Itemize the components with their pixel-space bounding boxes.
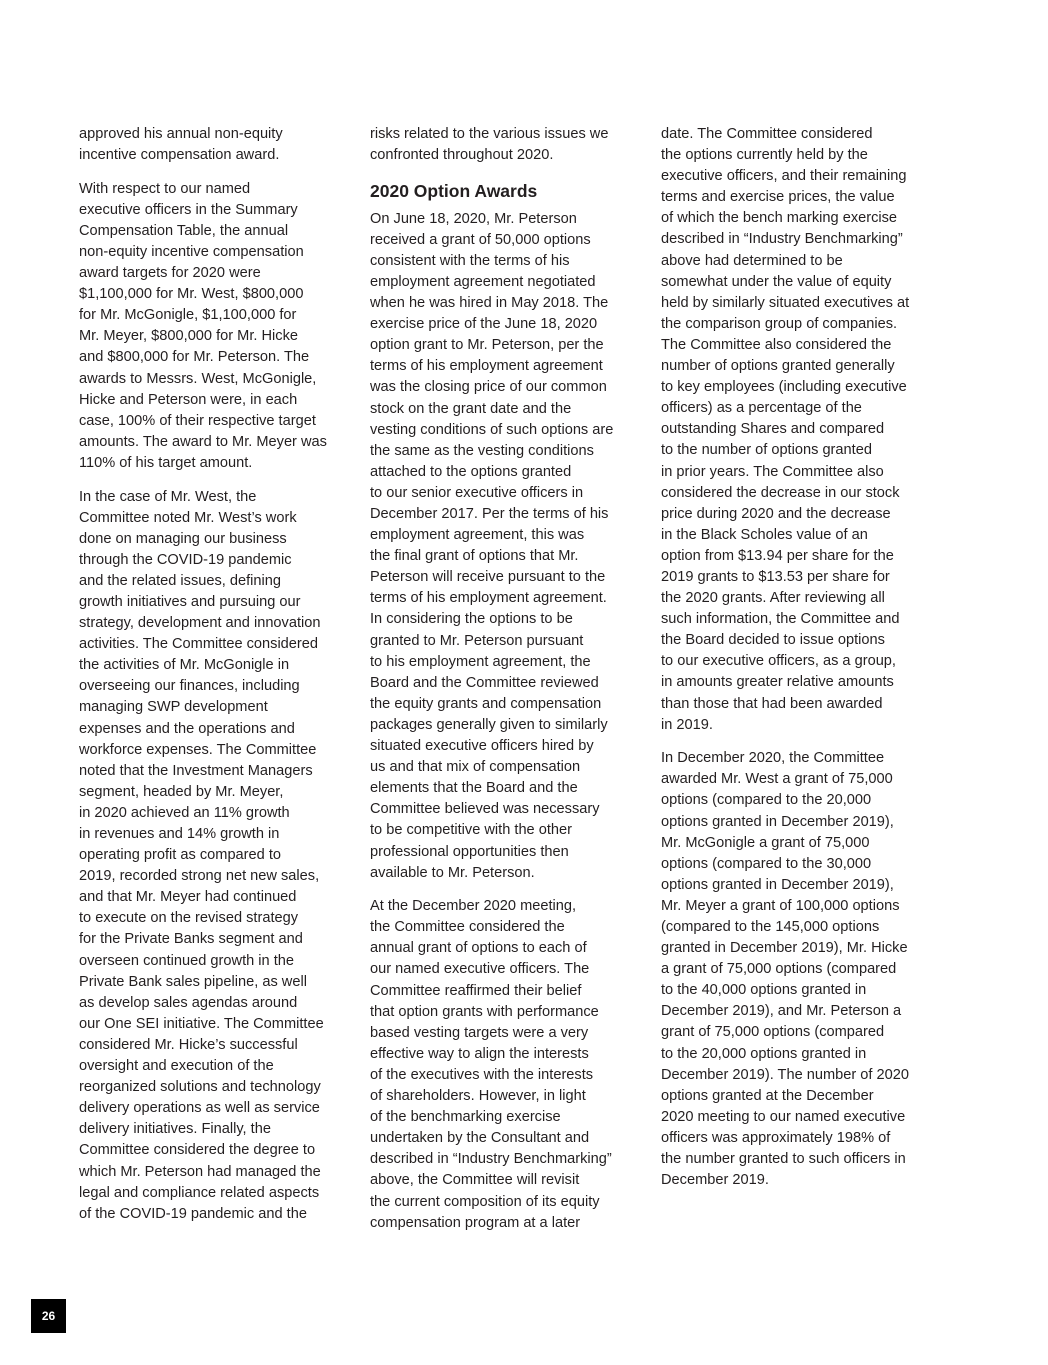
page-number: 26 bbox=[41, 1309, 56, 1323]
text-line: to the 20,000 options granted in bbox=[661, 1045, 867, 1062]
text-line: Committee reaffirmed their belief bbox=[370, 982, 582, 999]
text-line: case, 100% of their respective target bbox=[79, 412, 316, 429]
text-line: Mr. Meyer a grant of 100,000 options bbox=[661, 897, 900, 914]
text-line: reorganized solutions and technology bbox=[79, 1079, 321, 1096]
text-line: employment agreement, this was bbox=[370, 527, 585, 544]
text-line: of which the bench marking exercise bbox=[661, 210, 898, 227]
text-line: options granted at the December bbox=[661, 1087, 874, 1104]
page-number-badge bbox=[31, 1299, 66, 1333]
text-line: available to Mr. Peterson. bbox=[370, 864, 535, 881]
text-line: overseen continued growth in the bbox=[79, 952, 294, 969]
text-line: considered Mr. Hicke’s successful bbox=[79, 1036, 298, 1053]
text-line: strategy, development and innovation bbox=[79, 615, 321, 632]
text-line: considered the decrease in our stock bbox=[661, 484, 900, 501]
text-line: such information, the Committee and bbox=[661, 611, 900, 628]
text-line: December 2019), and Mr. Peterson a bbox=[661, 1003, 902, 1020]
text-line: in amounts greater relative amounts bbox=[661, 674, 894, 691]
text-line: Mr. McGonigle a grant of 75,000 bbox=[661, 834, 870, 851]
text-line: options granted in December 2019), bbox=[661, 876, 894, 893]
text-line: packages generally given to similarly bbox=[370, 716, 608, 733]
text-line: terms and exercise prices, the value bbox=[661, 189, 895, 206]
text-line: when he was hired in May 2018. The bbox=[370, 295, 609, 312]
text-line: as develop sales agendas around bbox=[79, 994, 298, 1011]
text-line: On June 18, 2020, Mr. Peterson bbox=[370, 210, 577, 227]
text-line: overseeing our finances, including bbox=[79, 678, 300, 695]
text-line: in 2020 achieved an 11% growth bbox=[79, 804, 290, 821]
text-line: and the related issues, defining bbox=[79, 572, 282, 589]
text-line: 2019, recorded strong net new sales, bbox=[79, 868, 320, 885]
text-line: for Mr. McGonigle, $1,100,000 for bbox=[79, 307, 297, 324]
text-line: to be competitive with the other bbox=[370, 822, 572, 839]
text-line: that option grants with performance bbox=[370, 1003, 599, 1020]
text-line: to key employees (including executive bbox=[661, 379, 907, 396]
text-line: of the executives with the interests bbox=[370, 1066, 594, 1083]
text-line: At the December 2020 meeting, bbox=[370, 898, 577, 915]
paragraph bbox=[370, 896, 650, 1234]
text-line: to the 40,000 options granted in bbox=[661, 982, 867, 999]
text-line: option grant to Mr. Peterson, per the bbox=[370, 337, 604, 354]
paragraph bbox=[661, 124, 941, 736]
text-line: legal and compliance related aspects bbox=[79, 1184, 320, 1201]
text-line: the current composition of its equity bbox=[370, 1193, 600, 1210]
text-line: above, the Committee will revisit bbox=[370, 1172, 580, 1189]
text-line: employment agreement negotiated bbox=[370, 273, 596, 290]
text-line: the 2020 grants. After reviewing all bbox=[661, 590, 885, 607]
text-line: workforce expenses. The Committee bbox=[79, 741, 317, 758]
text-line: price during 2020 and the decrease bbox=[661, 505, 891, 522]
text-line: effective way to align the interests bbox=[370, 1045, 589, 1062]
text-line: the options currently held by the bbox=[661, 147, 868, 164]
text-line: described in “Industry Benchmarking” bbox=[661, 231, 903, 248]
text-line: option from $13.94 per share for the bbox=[661, 547, 894, 564]
text-line: In the case of Mr. West, the bbox=[79, 488, 257, 505]
text-line: than those that had been awarded bbox=[661, 695, 883, 712]
text-line: Board and the Committee reviewed bbox=[370, 674, 599, 691]
text-line: award targets for 2020 were bbox=[79, 265, 261, 282]
text-line: confronted throughout 2020. bbox=[370, 147, 554, 164]
text-line: a grant of 75,000 options (compared bbox=[661, 961, 897, 978]
text-line: the Board decided to issue options bbox=[661, 632, 885, 649]
text-line: incentive compensation award. bbox=[79, 147, 280, 164]
text-line: growth initiatives and pursuing our bbox=[79, 593, 301, 610]
text-line: officers) as a percentage of the bbox=[661, 400, 862, 417]
text-line: of the COVID-19 pandemic and the bbox=[79, 1205, 307, 1222]
text-line: of the benchmarking exercise bbox=[370, 1109, 561, 1126]
text-line: officers was approximately 198% of bbox=[661, 1129, 891, 1146]
text-column-2 bbox=[370, 124, 650, 1246]
text-line: through the COVID-19 pandemic bbox=[79, 551, 292, 568]
text-line: our One SEI initiative. The Committee bbox=[79, 1015, 324, 1032]
text-line: 2020 Option Awards bbox=[370, 180, 538, 201]
text-line: segment, headed by Mr. Meyer, bbox=[79, 783, 284, 800]
text-line: undertaken by the Consultant and bbox=[370, 1130, 590, 1147]
text-line: awards to Messrs. West, McGonigle, bbox=[79, 370, 317, 387]
text-line: (compared to the 145,000 options bbox=[661, 918, 880, 935]
text-line: terms of his employment agreement bbox=[370, 358, 603, 375]
text-line: held by similarly situated executives at bbox=[661, 294, 910, 311]
text-line: professional opportunities then bbox=[370, 843, 569, 860]
text-line: in revenues and 14% growth in bbox=[79, 826, 280, 842]
text-line: of shareholders. However, in light bbox=[370, 1088, 586, 1105]
text-line: 2020 meeting to our named executive bbox=[661, 1108, 906, 1125]
text-line: the number granted to such officers in bbox=[661, 1151, 906, 1167]
text-line: to our executive officers, as a group, bbox=[661, 653, 896, 670]
text-line: 2019 grants to $13.53 per share for bbox=[661, 568, 890, 585]
text-line: risks related to the various issues we bbox=[370, 126, 609, 142]
text-line: exercise price of the June 18, 2020 bbox=[370, 316, 598, 333]
text-line: described in “Industry Benchmarking” bbox=[370, 1151, 612, 1168]
text-line: the comparison group of companies. bbox=[661, 315, 898, 332]
text-line: granted to Mr. Peterson pursuant bbox=[370, 632, 584, 649]
text-line: elements that the Board and the bbox=[370, 780, 578, 797]
text-line: December 2017. Per the terms of his bbox=[370, 506, 609, 522]
paragraph bbox=[370, 209, 650, 884]
text-line: executive officers in the Summary bbox=[79, 201, 298, 218]
text-line: to execute on the revised strategy bbox=[79, 910, 299, 927]
text-line: Peterson will receive pursuant to the bbox=[370, 569, 606, 586]
text-line: which Mr. Peterson had managed the bbox=[79, 1163, 321, 1180]
text-line: the same as the vesting conditions bbox=[370, 442, 594, 459]
text-line: situated executive officers hired by bbox=[370, 738, 594, 755]
text-line: consistent with the terms of his bbox=[370, 252, 570, 269]
paragraph bbox=[79, 179, 359, 474]
text-line: done on managing our business bbox=[79, 530, 287, 547]
section-heading bbox=[370, 179, 650, 203]
text-line: Committee considered the degree to bbox=[79, 1142, 316, 1159]
paragraph bbox=[79, 487, 359, 1225]
text-line: executive officers, and their remaining bbox=[661, 168, 907, 185]
text-line: granted in December 2019), Mr. Hicke bbox=[661, 940, 908, 957]
text-line: Committee noted Mr. West’s work bbox=[79, 509, 297, 526]
text-line: the activities of Mr. McGonigle in bbox=[79, 657, 290, 674]
text-line: managing SWP development bbox=[79, 699, 268, 716]
paragraph bbox=[79, 124, 359, 166]
text-line: was the closing price of our common bbox=[370, 379, 607, 396]
text-line: non-equity incentive compensation bbox=[79, 243, 304, 260]
text-line: to his employment agreement, the bbox=[370, 653, 591, 670]
text-line: us and that mix of compensation bbox=[370, 759, 581, 776]
text-line: and that Mr. Meyer had continued bbox=[79, 889, 297, 906]
text-line: Hicke and Peterson were, in each bbox=[79, 391, 298, 408]
text-line: activities. The Committee considered bbox=[79, 636, 319, 653]
text-line: our named executive officers. The bbox=[370, 961, 590, 978]
text-line: outstanding Shares and compared bbox=[661, 421, 885, 438]
text-line: approved his annual non-equity bbox=[79, 126, 283, 142]
text-line: terms of his employment agreement. bbox=[370, 590, 607, 607]
text-line: in 2019. bbox=[661, 716, 713, 733]
text-line: The Committee also considered the bbox=[661, 336, 892, 353]
text-line: With respect to our named bbox=[79, 180, 251, 197]
text-line: amounts. The award to Mr. Meyer was bbox=[79, 433, 327, 450]
text-line: awarded Mr. West a grant of 75,000 bbox=[661, 771, 893, 788]
text-line: oversight and execution of the bbox=[79, 1058, 274, 1075]
text-line: to the number of options granted bbox=[661, 442, 872, 459]
text-line: Committee believed was necessary bbox=[370, 801, 600, 818]
text-line: 110% of his target amount. bbox=[79, 454, 253, 471]
text-line: compensation program at a later bbox=[370, 1214, 581, 1231]
text-line: operating profit as compared to bbox=[79, 847, 281, 864]
text-line: options (compared to the 20,000 bbox=[661, 792, 872, 809]
text-line: received a grant of 50,000 options bbox=[370, 231, 591, 248]
text-line: options granted in December 2019), bbox=[661, 813, 894, 830]
text-line: Private Bank sales pipeline, as well bbox=[79, 973, 307, 990]
text-line: the final grant of options that Mr. bbox=[370, 548, 579, 565]
text-line: attached to the options granted bbox=[370, 463, 572, 480]
paragraph bbox=[370, 124, 650, 166]
text-line: and $800,000 for Mr. Peterson. The bbox=[79, 349, 310, 366]
text-line: Compensation Table, the annual bbox=[79, 222, 289, 239]
text-line: the equity grants and compensation bbox=[370, 695, 602, 712]
text-column-1 bbox=[79, 124, 359, 1237]
text-line: in the Black Scholes value of an bbox=[661, 526, 868, 543]
text-line: In December 2020, the Committee bbox=[661, 750, 885, 767]
text-line: in prior years. The Committee also bbox=[661, 463, 884, 480]
text-line: delivery operations as well as service bbox=[79, 1100, 320, 1117]
text-line: for the Private Banks segment and bbox=[79, 931, 303, 948]
text-line: above had determined to be bbox=[661, 252, 843, 269]
paragraph bbox=[661, 748, 941, 1191]
text-line: based vesting targets were a very bbox=[370, 1024, 589, 1041]
text-line: Mr. Meyer, $800,000 for Mr. Hicke bbox=[79, 328, 298, 345]
text-line: options (compared to the 30,000 bbox=[661, 855, 872, 872]
text-line: date. The Committee considered bbox=[661, 126, 873, 142]
text-line: annual grant of options to each of bbox=[370, 940, 587, 957]
text-line: somewhat under the value of equity bbox=[661, 273, 892, 290]
text-line: December 2019). The number of 2020 bbox=[661, 1066, 909, 1083]
text-line: expenses and the operations and bbox=[79, 720, 295, 737]
text-line: grant of 75,000 options (compared bbox=[661, 1024, 885, 1041]
text-line: In considering the options to be bbox=[370, 611, 573, 628]
text-line: $1,100,000 for Mr. West, $800,000 bbox=[79, 286, 304, 303]
text-line: number of options granted generally bbox=[661, 358, 895, 375]
text-line: to our senior executive officers in bbox=[370, 484, 584, 501]
text-column-3 bbox=[661, 124, 941, 1204]
text-line: December 2019. bbox=[661, 1172, 769, 1189]
text-line: vesting conditions of such options are bbox=[370, 421, 614, 438]
text-line: stock on the grant date and the bbox=[370, 400, 572, 417]
text-line: the Committee considered the bbox=[370, 919, 565, 936]
text-line: noted that the Investment Managers bbox=[79, 762, 313, 779]
text-line: delivery initiatives. Finally, the bbox=[79, 1121, 271, 1138]
